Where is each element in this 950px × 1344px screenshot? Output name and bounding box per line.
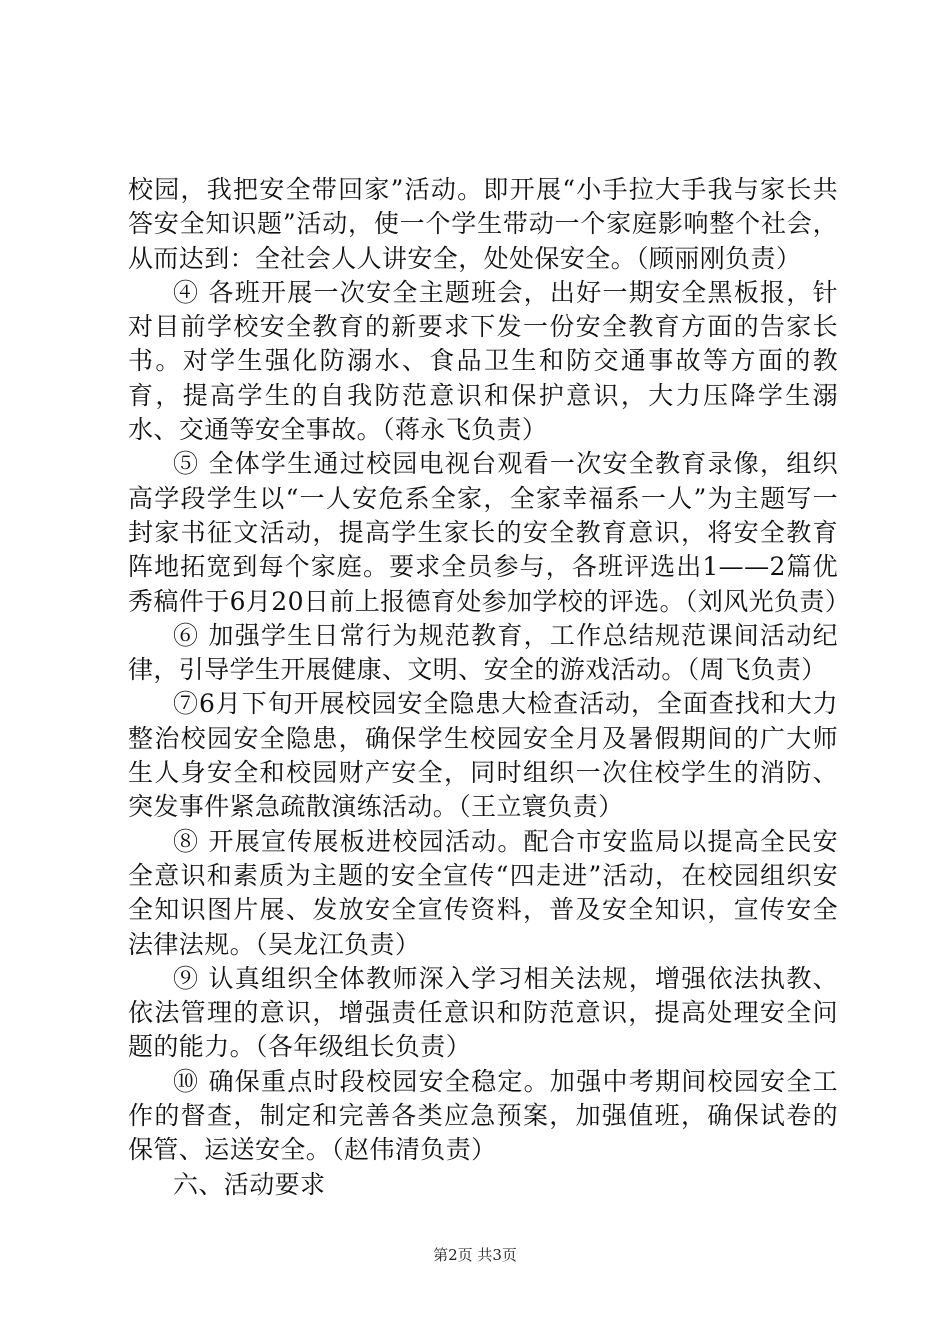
paragraph-item-8: ⑧ 开展宣传展板进校园活动。配合市安监局以提高全民安全意识和素质为主题的安全宣传“四走进”活动，在校园组织安全知识图片展、发放安全宣传资料，普及安全知识，宣传安全法律法规。（吴龙江负责） [128,826,838,959]
paragraph-item-9: ⑨ 认真组织全体教师深入学习相关法规，增强依法执教、依法管理的意识，增强责任意识和防范意识，提高处理安全问题的能力。（各年级组长负责） [128,963,838,1062]
paragraph-continuation: 校园，我把安全带回家”活动。即开展“小手拉大手我与家长共答安全知识题”活动，使一个学生带动一个家庭影响整个社会，从而达到：全社会人人讲安全，处处保安全。（顾丽刚负责） [128,175,838,273]
section-heading-activity-requirements: 六、活动要求 [173,1169,326,1199]
page-number-footer: 第2页 共3页 [433,1246,517,1264]
paragraph-item-7: ⑦6月下旬开展校园安全隐患大检查活动，全面查找和大力整治校园安全隐患，确保学生校园安全月及暑假期间的广大师生人身安全和校园财产安全，同时组织一次住校学生的消防、突发事件紧急疏散演练活动。（王立寰负责） [128,689,838,822]
paragraph-item-10: ⑩ 确保重点时段校园安全稳定。加强中考期间校园安全工作的督查，制定和完善各类应急预案，加强值班，确保试卷的保管、运送安全。（赵伟清负责） [128,1066,838,1165]
document-body [128,173,851,1202]
paragraph-item-6: ⑥ 加强学生日常行为规范教育，工作总结规范课间活动纪律，引导学生开展健康、文明、安全的游戏活动。（周飞负责） [128,620,838,685]
paragraph-item-5: ⑤ 全体学生通过校园电视台观看一次安全教育录像，组织高学段学生以“一人安危系全家，全家幸福系一人”为主题写一封家书征文活动，提高学生家长的安全教育意识，将安全教育阵地拓宽到每个家庭。要求全员参与，各班评选出1——2篇优秀稿件于6月20日前上报德育处参加学校的评选。（刘风光负责） [128,449,851,616]
paragraph-item-4: ④ 各班开展一次安全主题班会，出好一期安全黑板报，针对目前学校安全教育的新要求下发一份安全教育方面的告家长书。对学生强化防溺水、食品卫生和防交通事故等方面的教育，提高学生的自我防范意识和保护意识，大力压降学生溺水、交通等安全事故。（蒋永飞负责） [128,277,838,445]
